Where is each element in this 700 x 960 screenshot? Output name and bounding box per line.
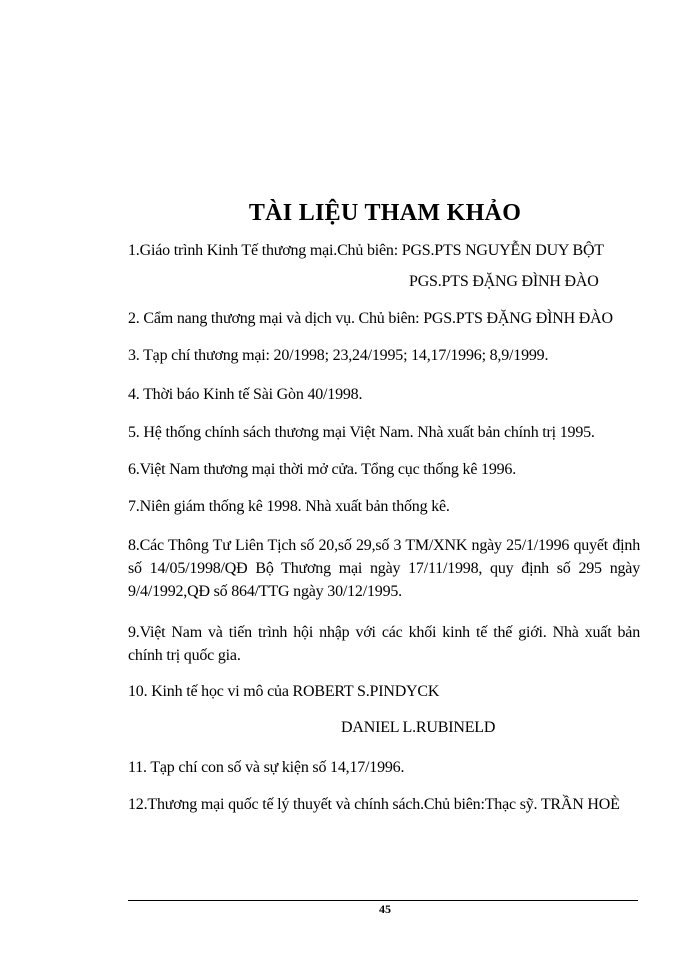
- reference-1: 1.Giáo trình Kinh Tế thương mại.Chủ biên: PGS.PTS NGUYỄN DUY BỘT: [128, 242, 604, 259]
- reference-6: 6.Việt Nam thương mại thời mở cửa. Tổng cục thống kê 1996.: [128, 461, 517, 478]
- reference-5: 5. Hệ thống chính sách thương mại Việt Nam. Nhà xuất bản chính trị 1995.: [128, 424, 595, 441]
- reference-7: 7.Niên giám thống kê 1998. Nhà xuất bản thống kê.: [128, 498, 450, 515]
- reference-8: 8.Các Thông Tư Liên Tịch số 20,số 29,số 3 TM/XNK ngày 25/1/1996 quyết định số 14/05/1998/QĐ Bộ Thương mại ngày 17/11/1998, quy định số 295 ngày 9/4/1992,QĐ số 864/TTG ngày 30/12/1995.: [128, 537, 640, 600]
- reference-9: 9.Việt Nam và tiến trình hội nhập với các khối kinh tế thế giới. Nhà xuất bản chính trị quốc gia.: [128, 624, 640, 664]
- reference-10-author-2: DANIEL L.RUBINELD: [341, 719, 496, 736]
- reference-4: 4. Thời báo Kinh tế Sài Gòn 40/1998.: [128, 386, 363, 403]
- reference-3: 3. Tạp chí thương mại: 20/1998; 23,24/1995; 14,17/1996; 8,9/1999.: [128, 347, 549, 364]
- footer-divider: [128, 900, 638, 901]
- page-title: TÀI LIỆU THAM KHẢO: [248, 200, 522, 226]
- reference-12: 12.Thương mại quốc tế lý thuyết và chính sách.Chủ biên:Thạc sỹ. TRẦN HOÈ: [128, 796, 620, 813]
- reference-2: 2. Cẩm nang thương mại và dịch vụ. Chủ biên: PGS.PTS ĐẶNG ĐÌNH ĐÀO: [128, 310, 613, 327]
- page-number: 45: [379, 902, 391, 916]
- reference-10: 10. Kinh tế học vi mô của ROBERT S.PINDYCK: [128, 683, 440, 700]
- reference-11: 11. Tạp chí con số và sự kiện số 14,17/1996.: [128, 759, 405, 776]
- reference-1-editor-2: PGS.PTS ĐẶNG ĐÌNH ĐÀO: [409, 273, 599, 290]
